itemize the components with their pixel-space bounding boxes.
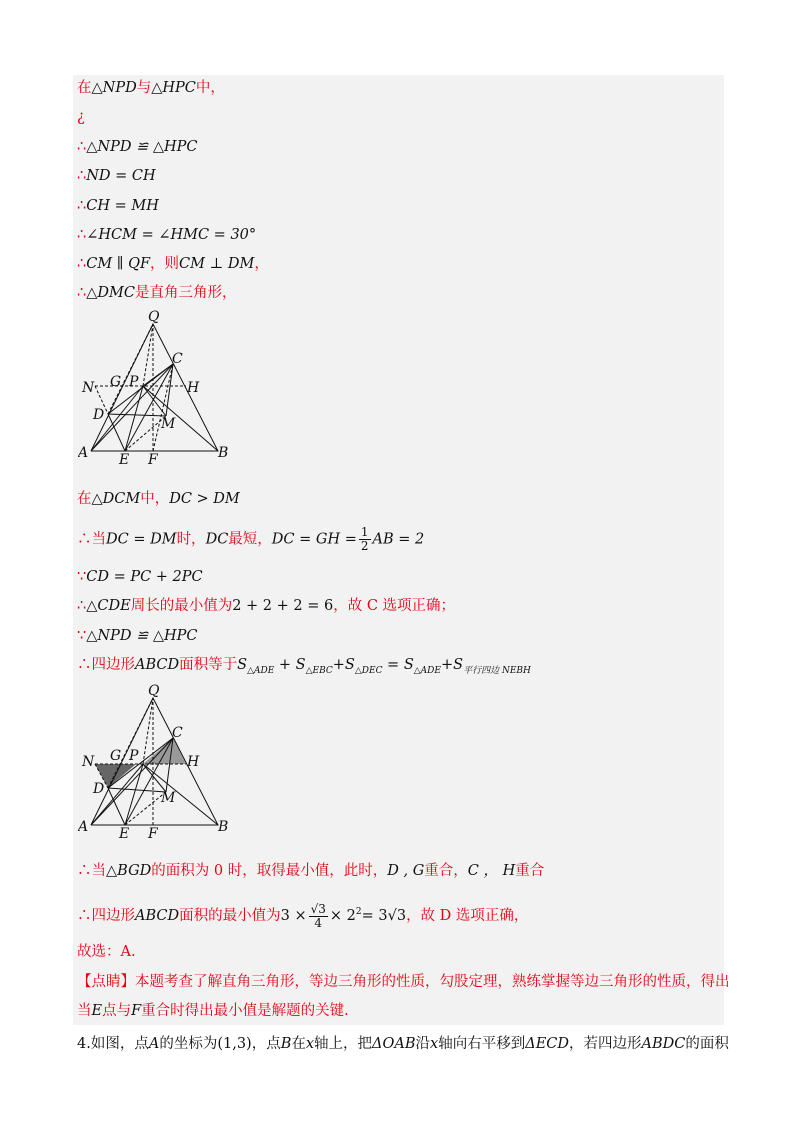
line-4: ∴ND = CH [77, 168, 156, 184]
label-H: H [187, 754, 200, 770]
label-D: D [93, 781, 105, 797]
label-E: E [119, 452, 130, 466]
geometry-figure-2 [78, 680, 238, 840]
line-10: ∴当DC = DM时，DC最短，DC = GH = $\frac{1}{2}$ AB = 2 [77, 525, 425, 553]
label-Q: Q [148, 683, 160, 699]
line-7: ∴CM ∥ QF，则CM ⊥ DM， [77, 256, 269, 272]
fraction-sqrt3-over-4: $\frac{√3}{4}$ [310, 901, 326, 930]
line-3: ∴△NPD ≌ △HPC [77, 139, 198, 155]
line-11: ∵CD = PC + 2PC [77, 569, 203, 585]
line-2: ¿ [77, 109, 85, 125]
label-Q: Q [148, 309, 160, 325]
label-B: B [218, 819, 229, 835]
geometry-figure-1 [78, 306, 238, 466]
line-8: ∴△DMC是直角三角形， [77, 285, 237, 301]
label-N: N [82, 754, 95, 770]
label-P: P [129, 748, 139, 764]
line-13: ∵△NPD ≌ △HPC [77, 628, 198, 644]
line-16: ∴四边形ABCD面积的最小值为3 × $\frac{√3}{4}$ × $2^2= 3√3$，故 D 选项正确， [77, 901, 529, 930]
label-C: C [172, 725, 183, 741]
line-14: ∴四边形ABCD面积等于$S_{\triangle ADE} + S_{\triangle EBC}+S_{\triangle DEC} = S_{\triangle ADE}+S_{平行四边 NEBH}$ [77, 657, 531, 676]
label-H: H [187, 380, 200, 396]
label-P: P [129, 374, 139, 390]
label-G: G [110, 748, 122, 764]
line-17: 故选：A. [77, 944, 136, 960]
line-18: 【点睛】本题考查了解直角三角形，等边三角形的性质，勾股定理，熟练掌握等边三角形的性质，得出 [77, 974, 730, 990]
label-E: E [119, 826, 130, 840]
label-F: F [148, 826, 158, 840]
line-5: ∴CH = MH [77, 198, 159, 214]
label-G: G [110, 374, 122, 390]
label-F: F [148, 452, 158, 466]
label-M: M [161, 416, 176, 432]
label-A: A [78, 819, 89, 835]
line-9: 在△DCM中，DC > DM [77, 491, 240, 507]
line-15: ∴当△BGD的面积为 0 时，取得最小值，此时，D , G重合，C ， H重合 [77, 863, 545, 879]
shaded-triangle-pch [143, 738, 186, 764]
line-1: 在△NPD与△HPC中， [77, 80, 225, 96]
label-A: A [78, 445, 89, 461]
label-B: B [218, 445, 229, 461]
label-D: D [93, 407, 105, 423]
line-19: 当E点与F重合时得出最小值是解题的关键. [77, 1003, 349, 1019]
label-N: N [82, 380, 95, 396]
question-4: 4.如图，点A的坐标为(1,3)，点B在x轴上，把ΔOAB沿x轴向右平移到ΔECD，若四边形ABDC的面积 [77, 1036, 729, 1052]
label-M: M [161, 790, 176, 806]
fraction-half: $\frac{1}{2}$ [360, 525, 369, 553]
line-6: ∴∠HCM = ∠HMC = 30° [77, 227, 257, 243]
label-C: C [172, 351, 183, 367]
line-12: ∴△CDE周长的最小值为2 + 2 + 2 = 6，故 C 选项正确； [77, 598, 456, 614]
